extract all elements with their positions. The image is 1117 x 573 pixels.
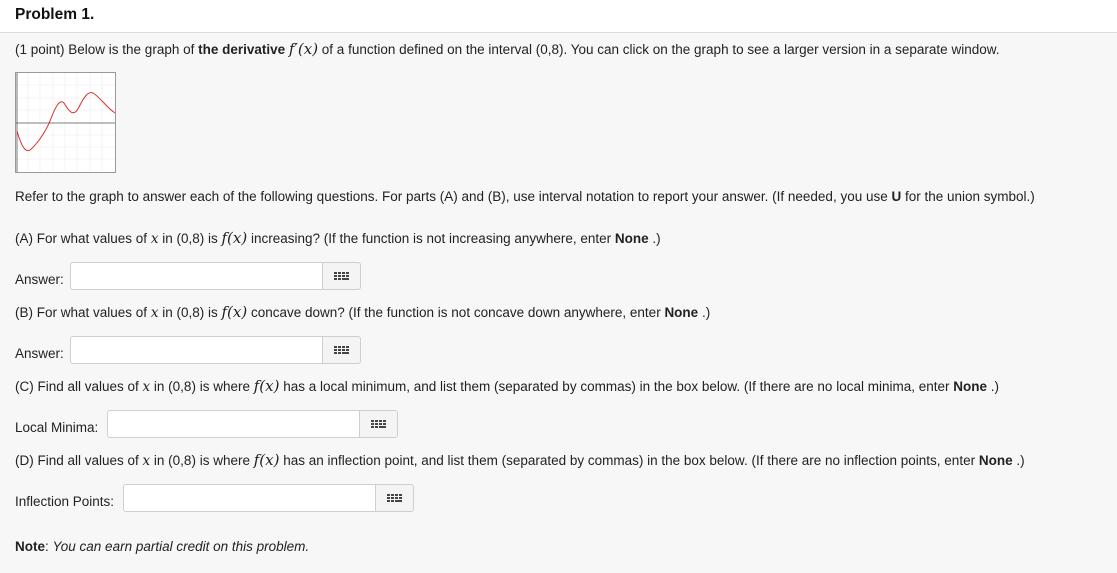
equation-grid-icon	[334, 272, 349, 280]
derivative-graph-thumbnail[interactable]	[15, 72, 116, 173]
intro-bold: the derivative	[198, 42, 286, 57]
problem-header	[0, 0, 1117, 33]
problem-title: Problem 1.	[15, 6, 95, 23]
instructions-text: Refer to the graph to answer each of the following questions. For parts (A) and (B), use interval notation to report your answer. (If needed, you use U for the union symbol.)	[15, 189, 1035, 204]
derivative-curve	[17, 93, 115, 151]
inflection-points-label: Inflection Points:	[15, 494, 115, 509]
answer-a-input[interactable]	[70, 262, 323, 290]
graph-svg	[16, 73, 115, 172]
derivative-symbol: f′(x)	[288, 40, 319, 58]
answer-b-input[interactable]	[70, 336, 323, 364]
question-b: (B) For what values of x in (0,8) is f(x) concave down? (If the function is not concave down anywhere, enter None .)	[15, 303, 711, 321]
answer-a-label: Answer:	[15, 272, 64, 287]
equation-grid-icon	[371, 420, 386, 428]
intro-text: (1 point) Below is the graph of the derivative f′(x) of a function defined on the interval (0,8). You can click on the graph to see a larger version in a separate window.	[15, 40, 1000, 58]
local-minima-equation-button[interactable]	[360, 410, 398, 438]
local-minima-input[interactable]	[107, 410, 360, 438]
equation-grid-icon	[387, 494, 402, 502]
union-symbol: U	[891, 189, 902, 204]
equation-grid-icon	[334, 346, 349, 354]
question-c: (C) Find all values of x in (0,8) is where f(x) has a local minimum, and list them (separated by commas) in the box below. (If there are no local minima, enter None .)	[15, 377, 999, 395]
note-text: Note: You can earn partial credit on this problem.	[15, 539, 310, 554]
answer-a-equation-button[interactable]	[323, 262, 361, 290]
inflection-points-equation-button[interactable]	[376, 484, 414, 512]
answer-b-label: Answer:	[15, 346, 64, 361]
inflection-points-input[interactable]	[123, 484, 376, 512]
local-minima-label: Local Minima:	[15, 420, 99, 435]
question-a: (A) For what values of x in (0,8) is f(x) increasing? (If the function is not increasing anywhere, enter None .)	[15, 229, 661, 247]
note-label: Note	[15, 539, 45, 554]
graph-gridlines	[16, 73, 115, 172]
answer-b-equation-button[interactable]	[323, 336, 361, 364]
question-d: (D) Find all values of x in (0,8) is where f(x) has an inflection point, and list them (separated by commas) in the box below. (If there are no inflection points, enter None .)	[15, 451, 1025, 469]
